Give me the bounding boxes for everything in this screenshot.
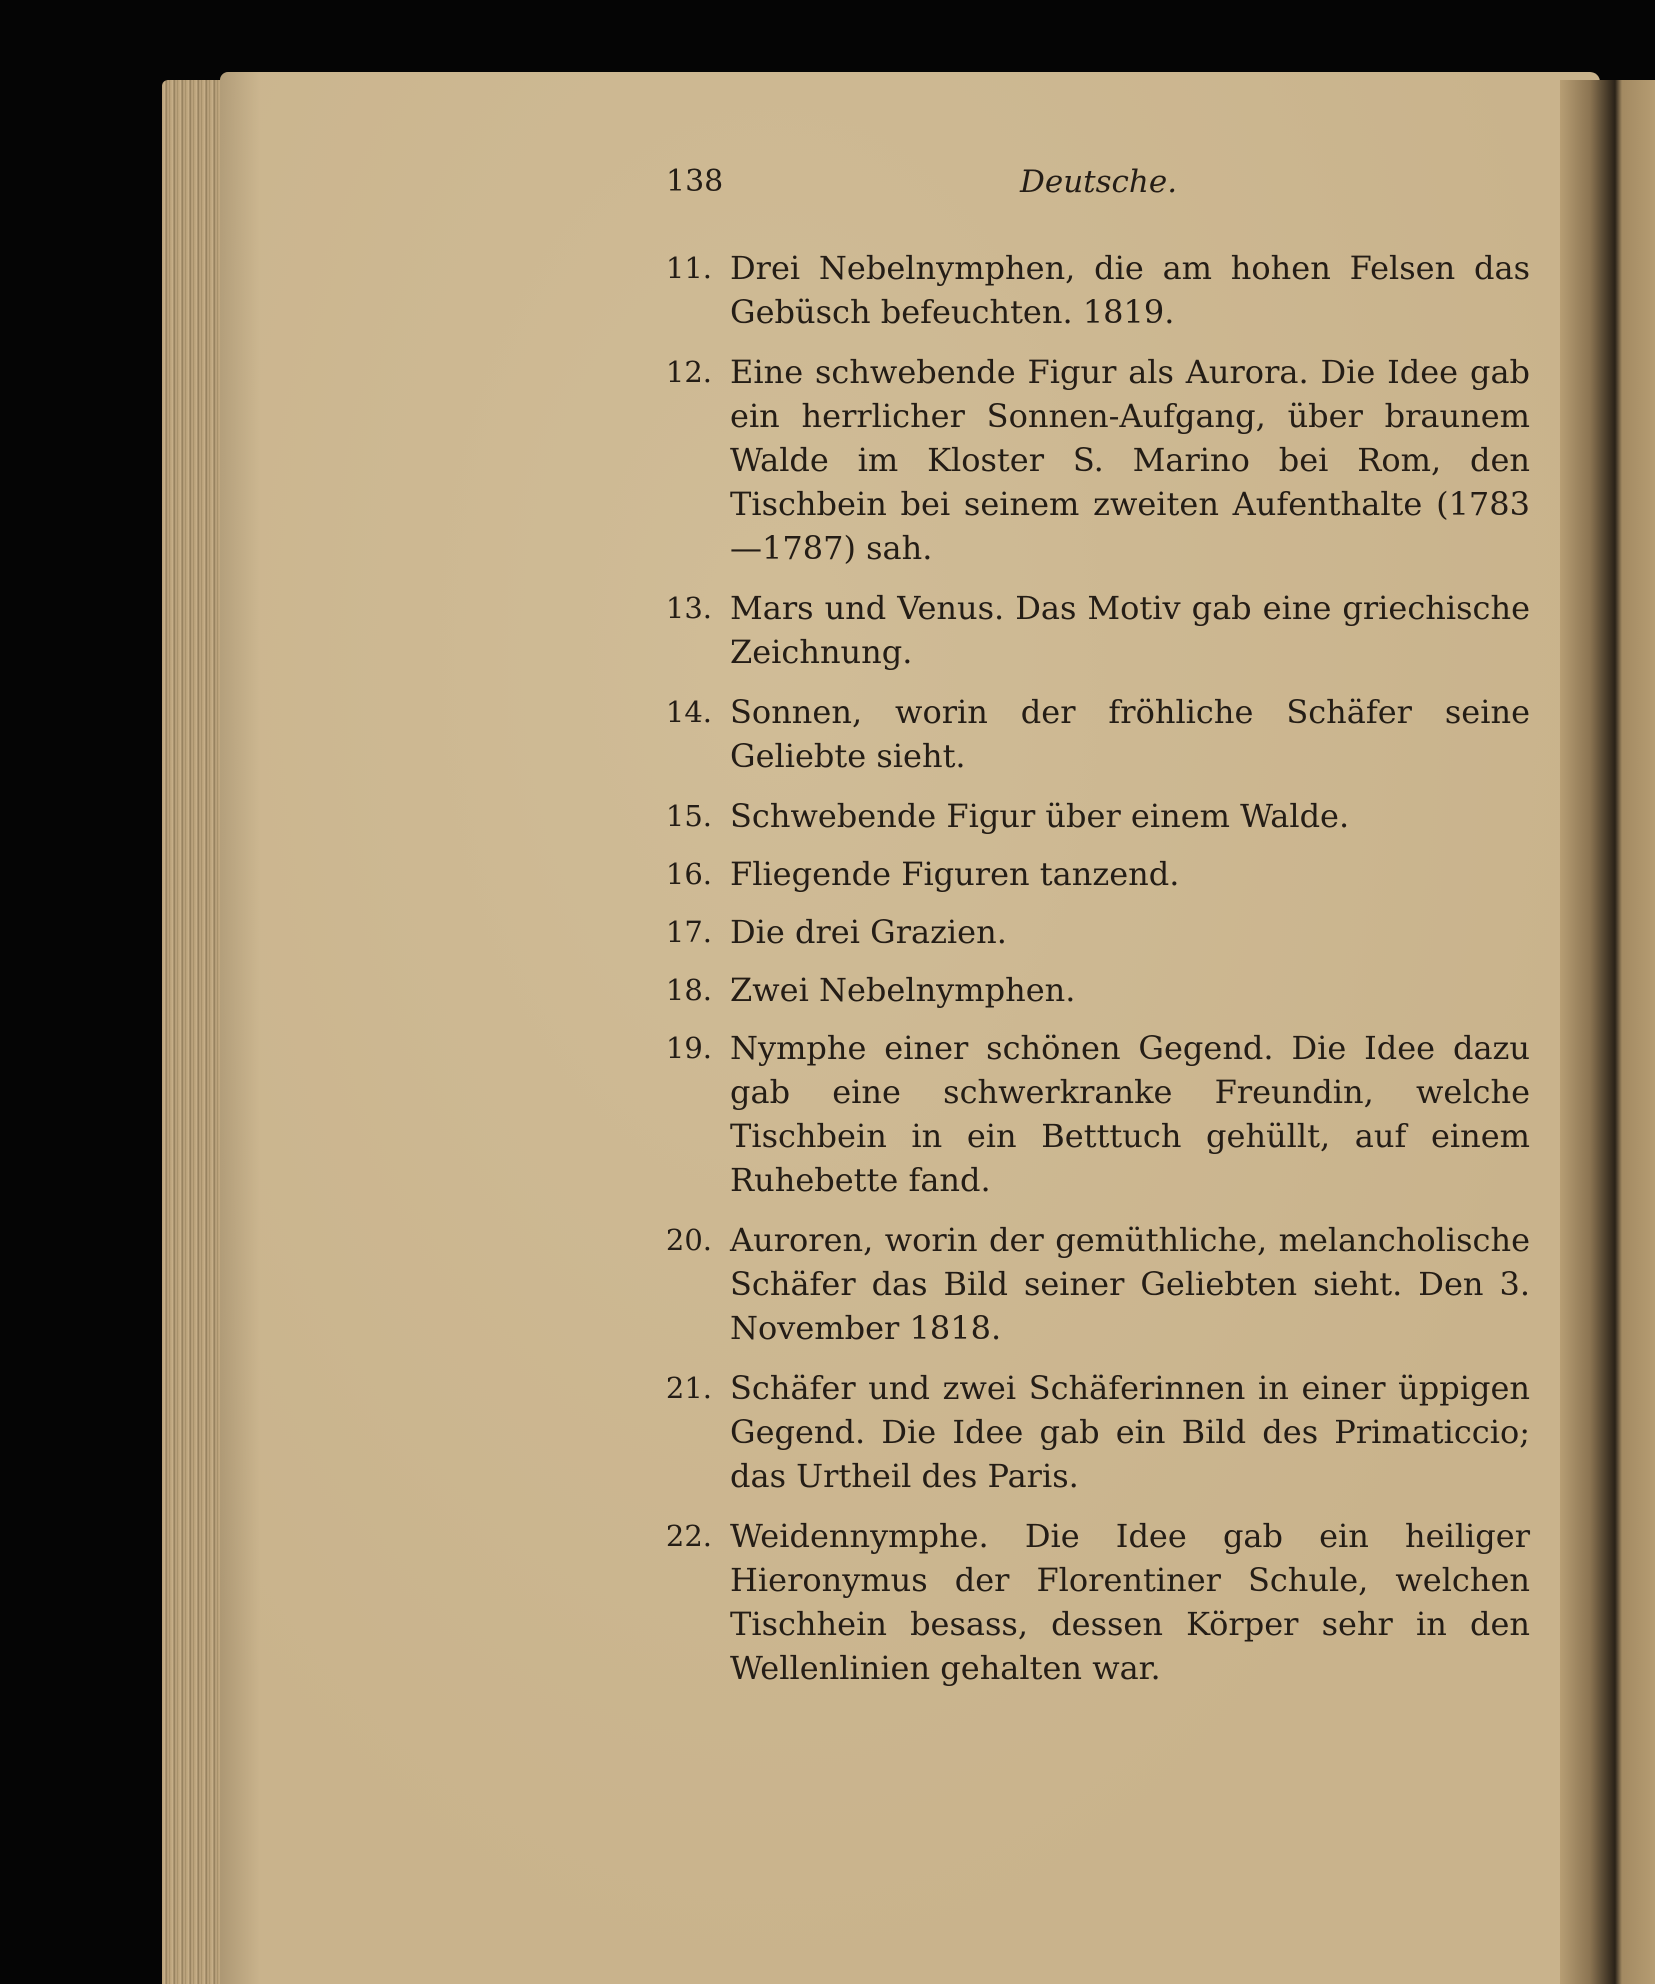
running-head: Deutsche. [1020,164,1178,200]
page-number: 138 [666,164,724,199]
entry-text: Sonnen, worin der fröhliche Schäfer seine Geliebte sieht. [730,693,1530,775]
entry-text: Nymphe einer schönen Gegend. Die Idee dazu gab eine schwerkranke Freundin, welche Tischbein in ein Betttuch gehüllt, auf einem Ruhebette fand. [730,1029,1530,1199]
page-text-block [650,160,1530,1706]
entry-number: 13. [665,591,712,625]
page-header [650,160,1530,206]
list-item [650,246,1530,334]
entry-number: 19. [665,1031,712,1065]
list-item [650,1514,1530,1690]
entry-number: 16. [665,857,712,891]
entry-text: Eine schwebende Figur als Aurora. Die Idee gab ein herrlicher Sonnen-Aufgang, über braunem Walde im Kloster S. Marino bei Rom, den Tischbein bei seinem zweiten Aufenthalte (1783—1787) sah. [730,353,1530,567]
entry-text: Zwei Nebelnymphen. [730,971,1076,1009]
entry-number: 18. [665,973,712,1007]
entry-text: Schäfer und zwei Schäferinnen in einer üppigen Gegend. Die Idee gab ein Bild des Primaticcio; das Urtheil des Paris. [730,1369,1530,1495]
list-item [650,586,1530,674]
entry-text: Fliegende Figuren tanzend. [730,855,1180,893]
list-item [650,794,1530,838]
entry-text: Schwebende Figur über einem Walde. [730,797,1350,835]
list-item [650,690,1530,778]
list-item [650,910,1530,954]
entry-number: 20. [665,1223,712,1257]
entry-number: 11. [665,251,712,285]
entry-text: Drei Nebelnymphen, die am hohen Felsen das Gebüsch befeuchten. 1819. [730,249,1530,331]
entry-number: 14. [665,695,712,729]
entry-text: Mars und Venus. Das Motiv gab eine griechische Zeichnung. [730,589,1530,671]
entry-number: 22. [665,1519,712,1553]
entry-text: Die drei Grazien. [730,913,1007,951]
list-item [650,1366,1530,1498]
list-item [650,852,1530,896]
list-item [650,1218,1530,1350]
entry-number: 15. [665,799,712,833]
entry-text: Auroren, worin der gemüthliche, melancholische Schäfer das Bild seiner Geliebten sieht. Den 3. November 1818. [730,1221,1530,1347]
entry-text: Weidennymphe. Die Idee gab ein heiliger Hieronymus der Florentiner Schule, welchen Tischhein besass, dessen Körper sehr in den Wellenlinien gehalten war. [730,1517,1530,1687]
entry-number: 12. [665,355,712,389]
entry-number: 21. [665,1371,712,1405]
book-gutter [1560,80,1655,1984]
list-item [650,968,1530,1012]
list-item [650,1026,1530,1202]
list-item [650,350,1530,570]
entry-number: 17. [665,915,712,949]
